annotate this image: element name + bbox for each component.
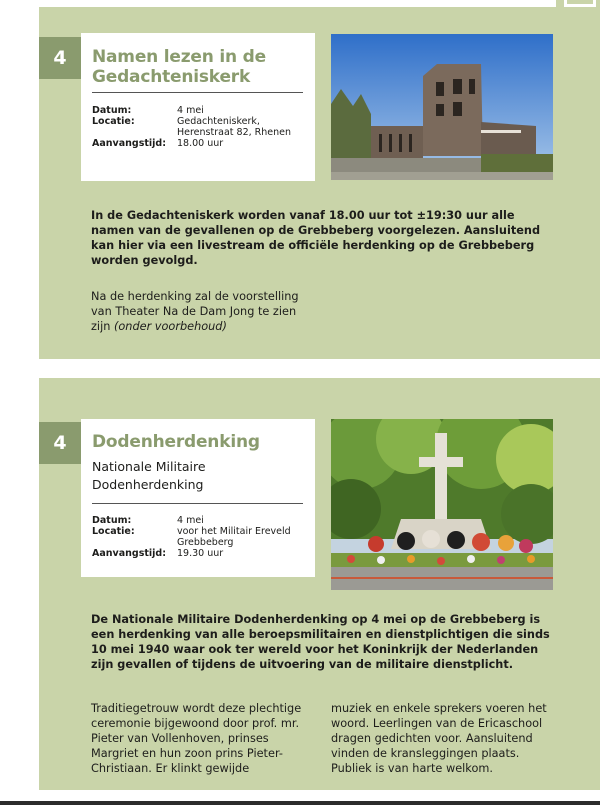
meta-value: 19.30 uur (177, 548, 224, 559)
event-meta (92, 105, 312, 149)
meta-label: Datum: (92, 515, 132, 526)
event-lead-text: De Nationale Militaire Dodenherdenking op 4 mei op de Grebbeberg is een herdenking van alle beroepsmilitairen en dienstplichtigen die sinds 10 mei 1940 waar ook ter wereld voor het Koninkrijk der Nederlanden zijn gevallen of tijdens de uitvoering van de militaire dienstplicht. (91, 613, 550, 671)
meta-value: voor het Militair Ereveld Grebbeberg (177, 526, 291, 548)
meta-label: Aanvangstijd: (92, 548, 167, 559)
meta-value: Gedachteniskerk, Herenstraat 82, Rhenen (177, 116, 291, 138)
meta-label: Datum: (92, 105, 132, 116)
meta-label: Locatie: (92, 116, 135, 127)
meta-value: 4 mei (177, 105, 204, 116)
divider (92, 92, 303, 93)
event-body-text-left: Traditiegetrouw wordt deze plechtige ceremonie bijgewoond door prof. mr. Pieter van Vollenhoven, prinses Margriet en hun zoon prins Pieter-Christiaan. Er klinkt gewijde (91, 702, 302, 775)
event-body-text (91, 289, 306, 334)
event-lead-text: In de Gedachteniskerk worden vanaf 18.00 uur tot ±19:30 uur alle namen van de gevallenen op de Grebbeberg voorgelezen. Aansluitend kan hier via een livestream de officiële herdenking op de Grebbeberg worden gevolgd. (91, 209, 541, 267)
meta-row-time (92, 138, 312, 149)
meta-label: Aanvangstijd: (92, 138, 167, 149)
meta-label: Locatie: (92, 526, 135, 537)
page-bottom-bar (0, 801, 600, 805)
event-meta (92, 515, 312, 559)
event-info-box (81, 33, 315, 181)
event-title: Dodenherdenking (92, 432, 260, 452)
church-photo (331, 34, 553, 180)
event-subtitle: Nationale Militaire Dodenherdenking (92, 459, 206, 492)
divider (92, 503, 303, 504)
event-number-badge: 4 (39, 422, 81, 464)
event-number-badge: 4 (39, 37, 81, 79)
page-corner-mark (556, 0, 600, 7)
meta-row-location (92, 526, 312, 548)
event-info-box (81, 419, 315, 577)
meta-row-location (92, 116, 312, 138)
meta-row-time (92, 548, 312, 559)
event-body-text-right: muziek en enkele sprekers voeren het woord. Leerlingen van de Ericaschool dragen gedichten voor. Aansluitend vinden de kransleggingen plaats. Publiek is van harte welkom. (331, 702, 547, 775)
event-title: Namen lezen in de Gedachteniskerk (92, 47, 266, 87)
body-note: (onder voorbehoud) (113, 320, 227, 333)
meta-value: 18.00 uur (177, 138, 224, 149)
meta-value: 4 mei (177, 515, 204, 526)
meta-row-date (92, 105, 312, 116)
body-text: Na de herdenking zal de voorstelling van Theater Na de Dam Jong te zien zijn (91, 290, 299, 333)
memorial-photo (331, 419, 553, 590)
meta-row-date (92, 515, 312, 526)
